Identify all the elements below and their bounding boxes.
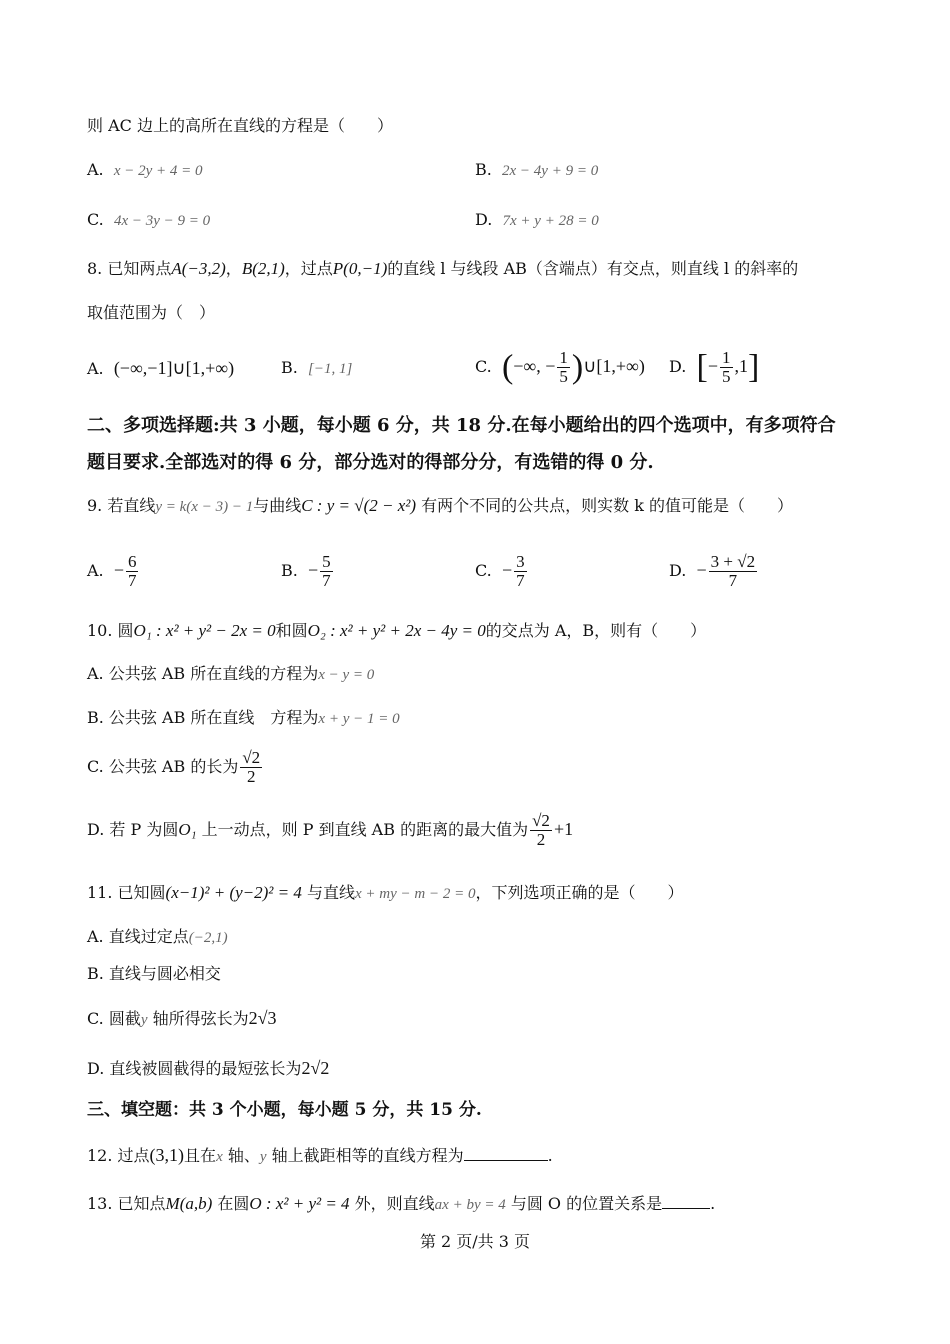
q8-stem-cont: 取值范围为（ ） [87,303,216,322]
q8-option-c: C. (−∞, − $\frac{1}{5}$ )∪[1,+∞) [475,348,645,386]
section-3-heading: 三、填空题：共 3 个小题，每小题 5 分，共 15 分. [87,1100,482,1120]
q8-stem: 8. 已知两点A(−3,2)，B(2,1)，过点P(0,−1)的直线 l 与线段 AB（含端点）有交点，则直线 l 的斜率的 [87,259,799,278]
point-p: P(0,−1) [332,259,388,278]
q9-option-b: B. − $\frac{5}{7}$ [281,552,331,590]
q13-stem: 13. 已知点M(a,b) 在圆O : x² + y² = 4 外，则直线ax + by = 4 与圆 O 的位置关系是 . [87,1194,716,1213]
point-b: B(2,1) [241,259,285,278]
q10-stem: 10. 圆O₁ : x² + y² − 2x = 0和圆O₂ : x² + y² + 2x − 4y = 0的交点为 A，B，则有（ ） [87,621,707,640]
q8-option-d: D. [− $\frac{1}{5}$ ,1] [669,348,760,386]
answer-blank [464,1144,548,1161]
q7-option-c: C. 4x − 3y − 9 = 0 [87,210,211,229]
q12-stem: 12. 过点(3,1)且在x 轴、y 轴上截距相等的直线方程为 . [87,1145,553,1165]
section-2-heading-cont: 题目要求.全部选对的得 6 分，部分选对的得部分分，有选错的得 0 分. [87,452,654,473]
page-number: 第 2 页/共 3 页 [419,1232,531,1251]
q7-option-d: D. 7x + y + 28 = 0 [475,210,599,229]
answer-blank [662,1192,710,1209]
q7-option-a: A. x − 2y + 4 = 0 [87,160,203,179]
q8-option-b: B. [−1, 1] [281,358,353,377]
q10-option-b: B. 公共弦 AB 所在直线 方程为x + y − 1 = 0 [87,708,400,727]
q11-option-c: C. 圆截y 轴所得弦长为2√3 [87,1008,277,1028]
q9-stem: 9. 若直线y = k(x − 3) − 1与曲线C : y = √(2 − x²) 有两个不同的公共点，则实数 k 的值可能是（ ） [87,496,793,515]
point-a: A(−3,2) [171,259,226,278]
q11-option-d: D. 直线被圆截得的最短弦长为2√2 [87,1058,330,1078]
q8-option-a: A. (−∞,−1]∪[1,+∞) [87,358,235,378]
q11-option-a: A. 直线过定点(−2,1) [87,927,228,946]
q11-stem: 11. 已知圆(x−1)² + (y−2)² = 4 与直线x + my − m − 2 = 0，下列选项正确的是（ ） [87,883,684,902]
q10-option-c: C. 公共弦 AB 的长为 $\frac{√2}{2}$ [87,748,261,786]
q9-option-d: D. − $\frac{3 + √2}{7}$ [669,552,756,590]
q11-option-b: B. 直线与圆必相交 [87,964,221,983]
section-2-heading: 二、多项选择题:共 3 小题，每小题 6 分，共 18 分.在每小题给出的四个选项中，有多项符合 [87,415,836,436]
q9-option-c: C. − $\frac{3}{7}$ [475,552,525,590]
q10-option-a: A. 公共弦 AB 所在直线的方程为x − y = 0 [87,664,375,683]
q7-option-b: B. 2x − 4y + 9 = 0 [475,160,599,179]
q7-stem: 则 AC 边上的高所在直线的方程是（ ） [87,116,393,135]
q10-option-d: D. 若 P 为圆O₁ 上一动点，则 P 到直线 AB 的距离的最大值为 $\frac{√2}{2}$ +1 [87,811,574,849]
q9-option-a: A. − $\frac{6}{7}$ [87,552,137,590]
